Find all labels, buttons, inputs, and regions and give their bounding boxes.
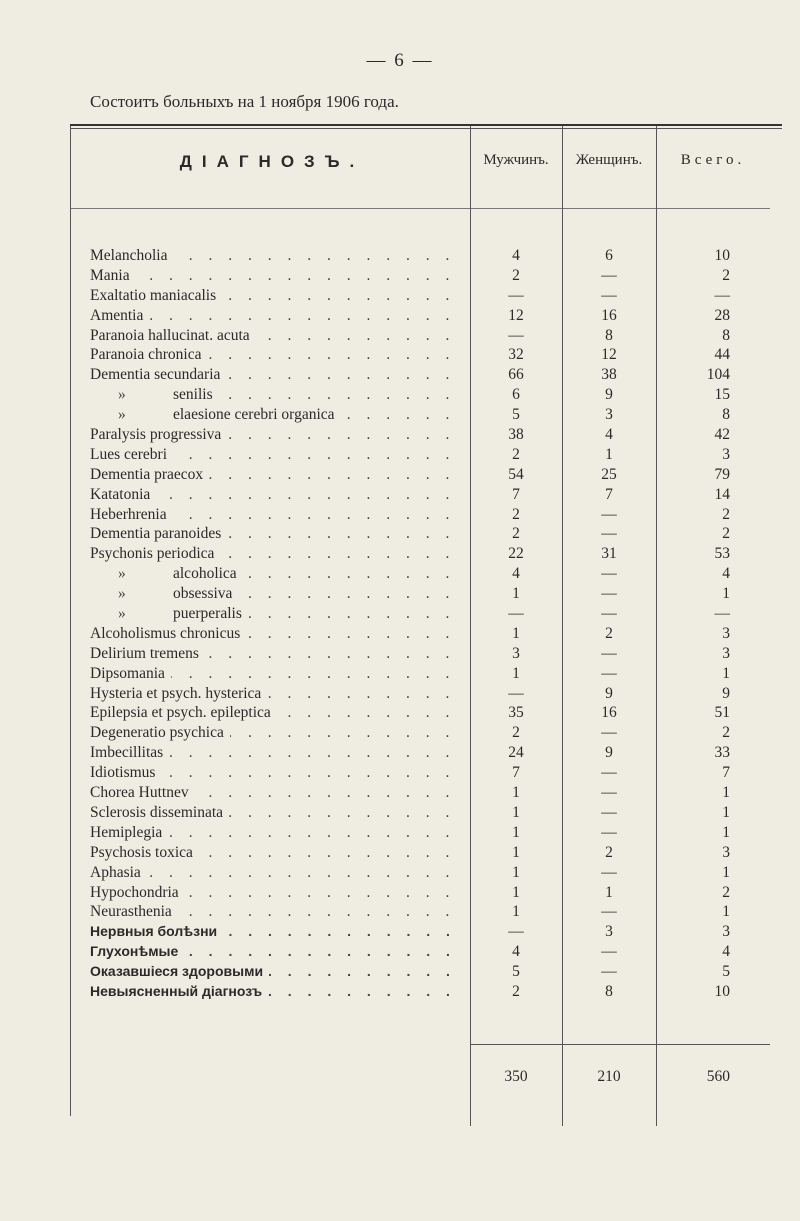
table-row	[0, 883, 800, 903]
diagnosis-cell	[90, 266, 460, 286]
women-count: 2	[605, 624, 613, 642]
total-count: 3	[722, 644, 730, 662]
diagnosis-cell	[90, 922, 460, 942]
total-count: 1	[722, 903, 730, 921]
diagnosis-label: Paralysis progressiva	[90, 426, 222, 444]
table-row	[0, 564, 800, 584]
diagnosis-cell	[90, 962, 460, 982]
diagnosis-cell	[90, 803, 460, 823]
total-all: 560	[706, 1068, 730, 1085]
diagnosis-cell	[90, 863, 460, 883]
header-diagnosis: ДІАГНОЗЪ.	[179, 152, 365, 171]
total-count: 3	[722, 923, 730, 941]
diagnosis-cell	[90, 485, 460, 505]
table-row	[0, 743, 800, 763]
women-count: 12	[601, 346, 617, 364]
diagnosis-cell	[90, 843, 460, 863]
women-count: 16	[601, 306, 617, 324]
men-count: 1	[512, 903, 520, 921]
total-count: 15	[714, 386, 730, 404]
men-count: 1	[512, 664, 520, 682]
total-count: 1	[722, 863, 730, 881]
diagnosis-label: Lues cerebri	[90, 445, 168, 463]
men-count: 5	[512, 406, 520, 424]
total-count: 3	[722, 843, 730, 861]
total-count: 2	[722, 266, 730, 284]
total-count: 3	[722, 624, 730, 642]
total-count: 104	[706, 366, 730, 384]
table-row	[0, 584, 800, 604]
men-count: 1	[512, 803, 520, 821]
diagnosis-cell	[90, 564, 460, 584]
women-count: 3	[605, 923, 613, 941]
diagnosis-label: Невыясненный діагнозъ	[90, 982, 263, 999]
total-count: 3	[722, 445, 730, 463]
table-row	[0, 544, 800, 564]
diagnosis-label: Exaltatio maniacalis	[90, 286, 217, 304]
page-number: — 6 —	[366, 50, 434, 71]
men-count: 54	[508, 465, 524, 483]
table-row	[0, 485, 800, 505]
total-count: 1	[722, 803, 730, 821]
diagnosis-cell	[90, 465, 460, 485]
diagnosis-label: Katatonia	[90, 485, 151, 503]
totals-rule	[470, 1044, 770, 1045]
women-count: —	[601, 963, 617, 981]
diagnosis-cell	[90, 425, 460, 445]
men-count: 4	[512, 247, 520, 264]
diagnosis-cell	[90, 783, 460, 803]
women-count: —	[601, 565, 617, 583]
diagnosis-label: senilis	[173, 386, 213, 404]
diagnosis-cell	[90, 942, 460, 962]
diagnosis-label: Idiotismus	[90, 764, 156, 782]
men-count: —	[508, 923, 524, 941]
women-count: —	[601, 505, 617, 523]
table-row	[0, 723, 800, 743]
diagnosis-label: Psychosis toxica	[90, 843, 193, 861]
diagnosis-cell	[90, 763, 460, 783]
table-row	[0, 763, 800, 783]
diagnosis-label: Degeneratio psychica	[90, 724, 224, 742]
diagnosis-cell	[90, 286, 460, 306]
diagnosis-cell	[90, 405, 460, 425]
diagnosis-label: Heberhrenia	[90, 505, 167, 523]
table-row	[0, 982, 800, 1002]
table-row	[0, 345, 800, 365]
table-caption: Состоитъ больныхъ на 1 ноября 1906 года.	[90, 92, 399, 111]
men-count: 2	[512, 525, 520, 543]
total-count: 7	[722, 764, 730, 782]
total-count: 1	[722, 664, 730, 682]
men-count: —	[508, 286, 524, 304]
men-count: 1	[512, 863, 520, 881]
women-count: —	[601, 823, 617, 841]
table-row	[0, 405, 800, 425]
women-count: —	[601, 644, 617, 662]
diagnosis-label: Sclerosis disseminata	[90, 803, 224, 821]
table-row	[0, 703, 800, 723]
diagnosis-label: Оказавшіеся здоровыми	[90, 963, 264, 980]
diagnosis-cell	[90, 345, 460, 365]
total-count: 14	[714, 485, 730, 503]
diagnosis-cell	[90, 902, 460, 922]
diagnosis-cell	[90, 684, 460, 704]
total-count: 9	[722, 684, 730, 702]
table-row	[0, 902, 800, 922]
total-count: 1	[722, 585, 730, 603]
men-count: 22	[508, 545, 524, 563]
men-count: 1	[512, 624, 520, 642]
diagnosis-label: elaesione cerebri organica	[173, 406, 335, 424]
diagnosis-cell	[90, 544, 460, 564]
table-row	[0, 684, 800, 704]
table-row	[0, 604, 800, 624]
women-count: 9	[605, 386, 613, 404]
women-count: —	[601, 286, 617, 304]
diagnosis-cell	[90, 644, 460, 664]
diagnosis-label: Psychonis periodica	[90, 545, 215, 563]
diagnosis-label: Dementia praecox	[90, 465, 204, 483]
women-count: —	[601, 784, 617, 802]
men-count: 2	[512, 505, 520, 523]
men-count: 38	[508, 426, 524, 444]
table-row	[0, 524, 800, 544]
women-count: —	[601, 903, 617, 921]
table-row	[0, 823, 800, 843]
diagnosis-cell	[90, 505, 460, 525]
top-rule-thin	[70, 128, 782, 129]
total-count: 5	[722, 963, 730, 981]
header-women: Женщинъ.	[575, 152, 643, 168]
diagnosis-label: Dipsomania	[90, 664, 165, 682]
diagnosis-label: alcoholica	[173, 565, 237, 583]
header-total: Всего.	[680, 152, 746, 168]
total-count: 28	[714, 306, 730, 324]
diagnosis-label: Hysteria et psych. hysterica	[90, 684, 262, 702]
diagnosis-label: Amentia	[90, 306, 144, 324]
total-count: 51	[714, 704, 730, 722]
women-count: 8	[605, 982, 613, 1000]
women-count: —	[601, 585, 617, 603]
diagnosis-cell	[90, 306, 460, 326]
men-count: 35	[508, 704, 524, 722]
table-row	[0, 425, 800, 445]
diagnosis-cell	[90, 385, 460, 405]
diagnosis-label: Hemiplegia	[90, 823, 163, 841]
men-count: 4	[512, 943, 520, 961]
diagnosis-cell	[90, 982, 460, 1002]
total-count: —	[714, 605, 730, 623]
women-count: 3	[605, 406, 613, 424]
women-count: 2	[605, 843, 613, 861]
total-count: 4	[722, 565, 730, 583]
diagnosis-cell	[90, 246, 460, 266]
men-count: 7	[512, 485, 520, 503]
diagnosis-label: Нервныя болѣзни	[90, 923, 218, 940]
diagnosis-label: Delirium tremens	[90, 644, 199, 662]
diagnosis-cell	[90, 624, 460, 644]
table-row	[0, 843, 800, 863]
diagnosis-label: obsessiva	[173, 585, 233, 603]
table-row	[0, 246, 800, 266]
total-women: 210	[597, 1068, 621, 1085]
table-row	[0, 465, 800, 485]
diagnosis-label: Aphasia	[90, 863, 141, 881]
diagnosis-cell	[90, 883, 460, 903]
diagnosis-cell	[90, 703, 460, 723]
men-count: —	[508, 326, 524, 344]
diagnosis-cell	[90, 664, 460, 684]
men-count: —	[508, 605, 524, 623]
men-count: 5	[512, 963, 520, 981]
women-count: 38	[601, 366, 617, 384]
women-count: 9	[605, 744, 613, 762]
women-count: 6	[605, 247, 613, 264]
top-rule	[70, 124, 782, 126]
total-count: 1	[722, 823, 730, 841]
men-count: 2	[512, 724, 520, 742]
men-count: 2	[512, 445, 520, 463]
diagnosis-label: Melancholia	[90, 247, 168, 264]
diagnosis-label: Epilepsia et psych. epileptica	[90, 704, 271, 722]
diagnosis-label: Глухонѣмые	[90, 943, 179, 960]
men-count: 4	[512, 565, 520, 583]
table-row	[0, 942, 800, 962]
men-count: 1	[512, 585, 520, 603]
diagnosis-cell	[90, 743, 460, 763]
table-row	[0, 803, 800, 823]
table-row	[0, 962, 800, 982]
diagnosis-label: Dementia paranoides	[90, 525, 222, 543]
diagnosis-label: Neurasthenia	[90, 903, 172, 921]
diagnosis-label: Paranoia hallucinat. acuta	[90, 326, 250, 344]
total-count: 8	[722, 326, 730, 344]
women-count: —	[601, 525, 617, 543]
table-row	[0, 326, 800, 346]
men-count: 7	[512, 764, 520, 782]
diagnosis-table	[0, 246, 800, 1002]
table-row	[0, 505, 800, 525]
diagnosis-label: Paranoia chronica	[90, 346, 202, 364]
men-count: 1	[512, 823, 520, 841]
women-count: 25	[601, 465, 617, 483]
total-count: 2	[722, 505, 730, 523]
men-count: 32	[508, 346, 524, 364]
total-count: 10	[714, 247, 730, 264]
total-count: 79	[714, 465, 730, 483]
header-men: Мужчинъ.	[483, 152, 549, 168]
women-count: 4	[605, 426, 613, 444]
women-count: —	[601, 664, 617, 682]
men-count: 6	[512, 386, 520, 404]
table-row	[0, 664, 800, 684]
men-count: 24	[508, 744, 524, 762]
women-count: —	[601, 863, 617, 881]
table-row	[0, 644, 800, 664]
diagnosis-cell	[90, 584, 460, 604]
women-count: —	[601, 764, 617, 782]
diagnosis-cell	[90, 326, 460, 346]
table-row	[0, 445, 800, 465]
total-count: 2	[722, 883, 730, 901]
diagnosis-cell	[90, 524, 460, 544]
men-count: 2	[512, 982, 520, 1000]
diagnosis-cell	[90, 604, 460, 624]
men-count: 2	[512, 266, 520, 284]
diagnosis-cell	[90, 823, 460, 843]
women-count: —	[601, 724, 617, 742]
header-rule	[70, 208, 770, 209]
table-row	[0, 922, 800, 942]
table-row	[0, 624, 800, 644]
total-count: —	[714, 286, 730, 304]
women-count: —	[601, 605, 617, 623]
total-count: 44	[714, 346, 730, 364]
table-row	[0, 783, 800, 803]
ditto-mark: »	[118, 386, 126, 404]
total-count: 10	[714, 982, 730, 1000]
women-count: 8	[605, 326, 613, 344]
ditto-mark: »	[118, 406, 126, 424]
diagnosis-cell	[90, 723, 460, 743]
women-count: 7	[605, 485, 613, 503]
men-count: 66	[508, 366, 524, 384]
table-row	[0, 385, 800, 405]
women-count: —	[601, 943, 617, 961]
diagnosis-label: Chorea Huttnev	[90, 784, 189, 802]
men-count: 3	[512, 644, 520, 662]
women-count: —	[601, 803, 617, 821]
diagnosis-label: Imbecillitas	[90, 744, 164, 762]
ditto-mark: »	[118, 585, 126, 603]
ditto-mark: »	[118, 605, 126, 623]
table-row	[0, 863, 800, 883]
total-count: 42	[714, 426, 730, 444]
men-count: 12	[508, 306, 524, 324]
total-count: 2	[722, 525, 730, 543]
ditto-mark: »	[118, 565, 126, 583]
total-count: 1	[722, 784, 730, 802]
men-count: —	[508, 684, 524, 702]
men-count: 1	[512, 784, 520, 802]
diagnosis-label: Mania	[90, 266, 130, 284]
men-count: 1	[512, 843, 520, 861]
table-row	[0, 306, 800, 326]
diagnosis-label: Dementia secundaria	[90, 366, 221, 384]
diagnosis-label: puerperalis	[173, 605, 242, 623]
totals-row	[0, 1068, 800, 1088]
women-count: 1	[605, 445, 613, 463]
total-count: 8	[722, 406, 730, 424]
diagnosis-cell	[90, 445, 460, 465]
men-count: 1	[512, 883, 520, 901]
total-count: 33	[714, 744, 730, 762]
table-row	[0, 365, 800, 385]
women-count: 9	[605, 684, 613, 702]
total-men: 350	[504, 1068, 528, 1085]
diagnosis-label: Alcoholismus chronicus	[90, 624, 241, 642]
women-count: 31	[601, 545, 617, 563]
total-count: 2	[722, 724, 730, 742]
total-count: 4	[722, 943, 730, 961]
table-row	[0, 266, 800, 286]
table-row	[0, 286, 800, 306]
total-count: 53	[714, 545, 730, 563]
women-count: 1	[605, 883, 613, 901]
diagnosis-cell	[90, 365, 460, 385]
diagnosis-label: Hypochondria	[90, 883, 179, 901]
women-count: 16	[601, 704, 617, 722]
women-count: —	[601, 266, 617, 284]
